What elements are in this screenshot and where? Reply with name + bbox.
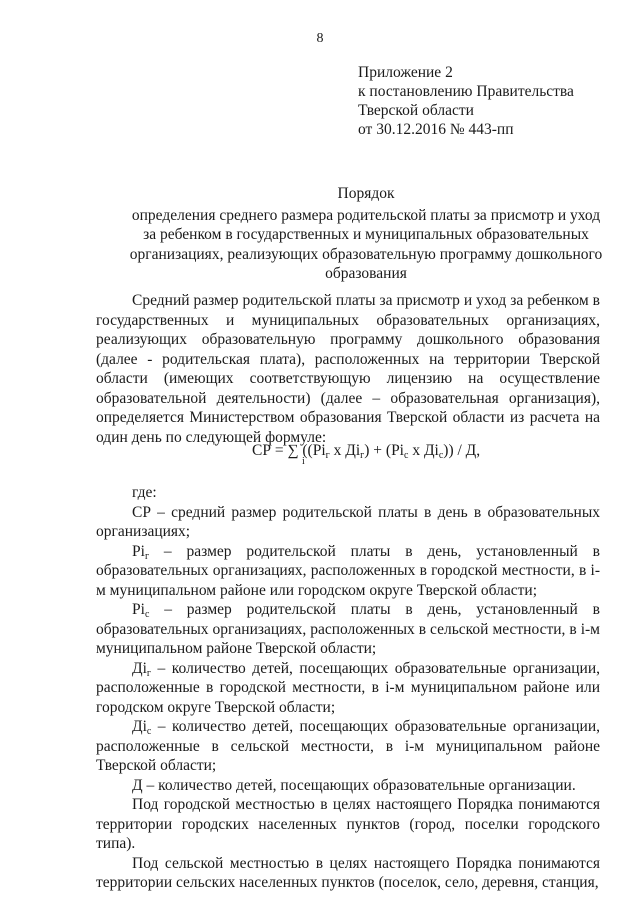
annex-header — [358, 63, 628, 139]
title-line: за ребенком в государственных и муниципальных образовательных — [143, 226, 589, 243]
definition-d: Д – количество детей, посещающих образовательные организации. — [132, 776, 576, 794]
definition-pig: $Pi_г$ – размер родительской платы в день, установленный в образовательных организациях, расположенных в городской местности, в i-м муниципальном районе или городском округе Тверской области; — [96, 542, 600, 599]
sum-index: i — [302, 456, 305, 467]
title-line: организациях, реализующих образовательную программу дошкольного — [129, 245, 603, 263]
document-title — [96, 184, 636, 284]
annex-line: Приложение 2 — [358, 64, 453, 81]
formula-expression: СР = ∑ (($Pi_г$ x $Дi_г) + (Pi_с$ x $Дi_с$)) / Д, — [252, 442, 481, 461]
title-heading: Порядок — [337, 185, 395, 202]
intro-paragraph: Средний размер родительской платы за присмотр и уход за ребенком в государственных и муниципальных образовательных организациях, реализующих образовательную программу дошкольного образования (далее - родительская плата), расположенных на территории Тверской области (имеющих соответствующую лицензию на осуществление образовательной деятельности) (далее – образовательная организация), определяется Министерством образования Тверской области из расчета на один день по следующей формуле: — [96, 292, 600, 446]
rural-paragraph: Под сельской местностью в целях настоящего Порядка понимаются территории сельских населенных пунктов (поселок, село, деревня, станция, — [96, 854, 600, 891]
annex-line: к постановлению Правительства — [358, 83, 574, 100]
urban-paragraph: Под городской местностью в целях настоящего Порядка понимаются территории городских населенных пунктов (город, поселки городского типа). — [96, 796, 600, 852]
definition-sr: СР – средний размер родительской платы в день в образовательных организациях; — [96, 503, 600, 540]
definition-dig: $Дi_г$ – количество детей, посещающих образовательные организации, расположенные в городской местности, в i-м муниципальном районе или городском округе Тверской области; — [96, 659, 600, 716]
title-line: образования — [325, 265, 407, 282]
annex-line: от 30.12.2016 № 443-пп — [358, 121, 514, 138]
annex-line: Тверской области — [358, 102, 474, 119]
page-number: 8 — [316, 31, 324, 46]
where-label: где: — [132, 484, 157, 501]
sum-symbol: ∑ — [287, 442, 299, 459]
title-line: определения среднего размера родительской платы за присмотр и уход — [131, 206, 601, 224]
definition-dic: $Дi_с$ – количество детей, посещающих образовательные организации, расположенные в сельской местности, в i-м муниципальном районе Тверской области; — [96, 718, 600, 774]
definition-pic: $Pi_с$ – размер родительской платы в день, установленный в образовательных организациях, расположенных в сельской местности, в i-м муниципальном районе Тверской области; — [96, 601, 600, 657]
